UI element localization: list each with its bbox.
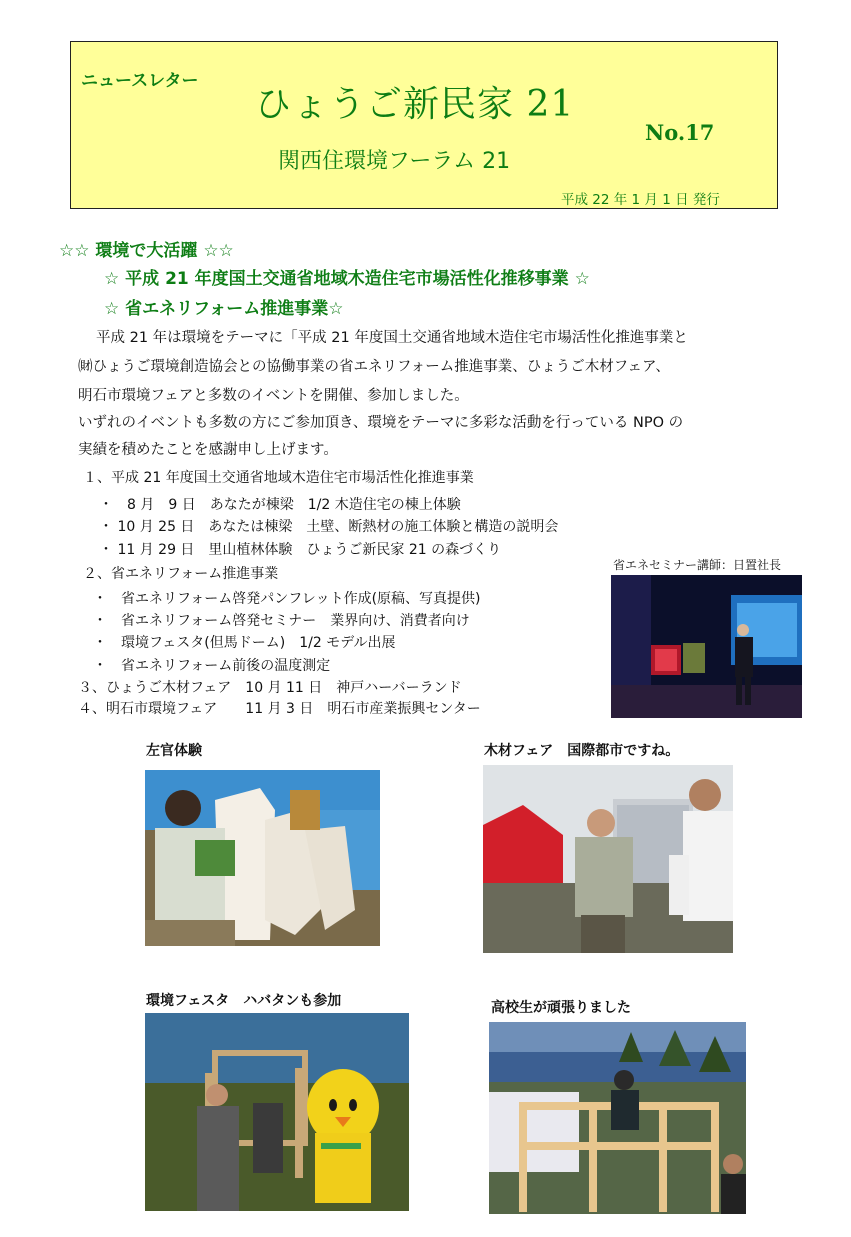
subheading-energy-reform: ☆ 省エネリフォーム推進事業☆ xyxy=(104,299,344,319)
list-item: ４、明石市環境フェア 11 月 3 日 明石市産業振興センター xyxy=(78,701,481,717)
intro-line: 明石市環境フェアと多数のイベントを開催、参加しました。 xyxy=(78,388,469,404)
newsletter-kicker: ニュースレター xyxy=(81,71,199,91)
festa-photo-caption: 環境フェスタ ハバタンも参加 xyxy=(146,993,342,1009)
intro-line: ㈶ひょうご環境創造協会との協働事業の省エネリフォーム推進事業、ひょうご木材フェア、 xyxy=(78,359,670,375)
students-photo xyxy=(489,1022,746,1214)
intro-line: 平成 21 年は環境をテーマに「平成 21 年度国土交通省地域木造住宅市場活性化推進事業と xyxy=(96,330,688,346)
students-photo-caption: 高校生が頑張りました xyxy=(491,1000,631,1016)
plaster-experience-photo xyxy=(145,770,380,946)
list-item: １、平成 21 年度国土交通省地域木造住宅市場活性化推進事業 xyxy=(83,470,474,486)
organization-name: 関西住環境フーラム 21 xyxy=(278,149,511,174)
list-item: ・ 省エネリフォーム啓発セミナー 業界向け、消費者向け xyxy=(93,613,470,629)
list-item: ３、ひょうご木材フェア 10 月 11 日 神戸ハーバーランド xyxy=(78,680,462,696)
newsletter-title: ひょうご新民家 21 xyxy=(255,84,575,125)
issue-number: No.17 xyxy=(645,120,715,145)
publish-date: 平成 22 年 1 月 1 日 発行 xyxy=(561,192,720,208)
environment-festa-photo xyxy=(145,1013,409,1211)
wood-fair-photo-caption: 木材フェア 国際都市ですね。 xyxy=(484,743,680,759)
list-item: ・ 省エネリフォーム啓発パンフレット作成(原稿、写真提供) xyxy=(93,591,481,607)
list-item: ・ 10 月 25 日 あなたは棟梁 土壁、断熱材の施工体験と構造の説明会 xyxy=(99,519,559,535)
seminar-photo xyxy=(611,575,802,718)
plaster-photo-caption: 左官体験 xyxy=(146,743,202,759)
list-item: ・ 8 月 9 日 あなたが棟梁 1/2 木造住宅の棟上体験 xyxy=(99,497,461,513)
intro-line: いずれのイベントも多数の方にご参加頂き、環境をテーマに多彩な活動を行っている NPO の xyxy=(78,415,684,431)
list-item: ・ 環境フェスタ(但馬ドーム) 1/2 モデル出展 xyxy=(93,635,396,651)
section-heading: ☆☆ 環境で大活躍 ☆☆ xyxy=(59,241,234,261)
list-item: ２、省エネリフォーム推進事業 xyxy=(83,566,279,582)
list-item: ・ 11 月 29 日 里山植林体験 ひょうご新民家 21 の森づくり xyxy=(99,542,502,558)
newsletter-header xyxy=(70,41,778,209)
seminar-photo-caption: 省エネセミナー講師：日置社長 xyxy=(613,558,782,572)
wood-fair-photo xyxy=(483,765,733,953)
intro-line: 実績を積めたことを感謝申し上げます。 xyxy=(78,442,338,458)
list-item: ・ 省エネリフォーム前後の温度測定 xyxy=(93,658,331,674)
subheading-mlit-project: ☆ 平成 21 年度国土交通省地域木造住宅市場活性化推移事業 ☆ xyxy=(104,269,590,289)
